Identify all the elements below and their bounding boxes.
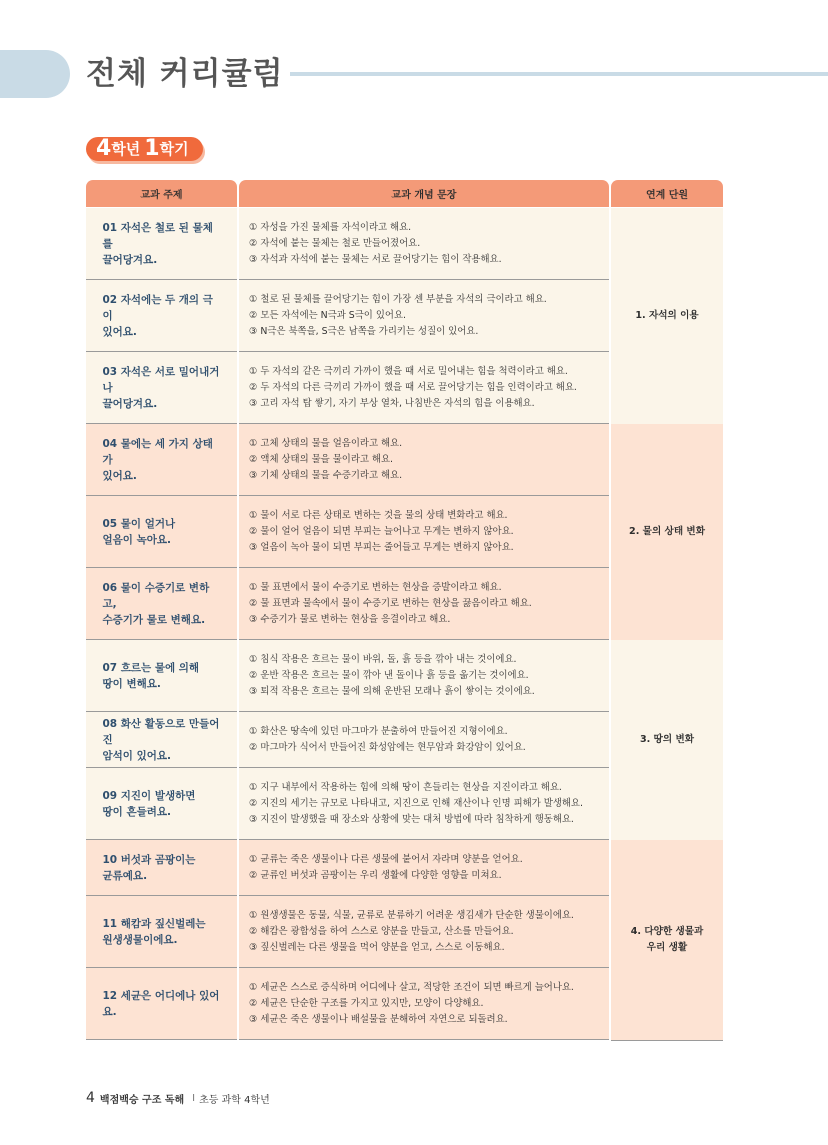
concept-sentence: ② 물이 얼어 얼음이 되면 부피는 늘어나고 무게는 변하지 않아요. bbox=[249, 525, 514, 537]
linked-unit-label: 4. 다양한 생물과 우리 생활 bbox=[630, 926, 704, 953]
topic-text: 11 해캄과 짚신벌레는 원생생물이에요. bbox=[102, 917, 206, 946]
topic-cell bbox=[86, 712, 237, 768]
page-title: 전체 커리큘럼 bbox=[86, 56, 284, 92]
linked-unit-label: 3. 땅의 변화 bbox=[639, 734, 695, 745]
concept-sentence: ① 세균은 스스로 증식하며 어디에나 살고, 적당한 조건이 되면 빠르게 늘어나요. bbox=[249, 981, 574, 993]
topic-text: 06 물이 수증기로 변하고, 수증기가 물로 변해요. bbox=[102, 581, 210, 626]
table-row bbox=[86, 768, 609, 840]
topic-cell bbox=[86, 840, 237, 896]
concept-sentence: ③ 세균은 죽은 생물이나 배설물을 분해하여 자연으로 되돌려요. bbox=[249, 1013, 508, 1025]
sentence-list bbox=[249, 364, 577, 412]
concept-sentence: ③ 고리 자석 탑 쌓기, 자기 부상 열차, 나침반은 자석의 힘을 이용해요. bbox=[249, 397, 535, 409]
topic-text: 03 자석은 서로 밀어내거나 끌어당겨요. bbox=[102, 365, 220, 410]
concept-sentence: ② 지진의 세기는 규모로 나타내고, 지진으로 인해 재산이나 인명 피해가 발생해요. bbox=[249, 797, 583, 809]
concept-sentence: ② 마그마가 식어서 만들어진 화성암에는 현무암과 화강암이 있어요. bbox=[249, 741, 526, 753]
topic-text: 07 흐르는 물에 의해 땅이 변해요. bbox=[102, 661, 200, 690]
sentence-list bbox=[249, 436, 402, 484]
concept-sentence: ② 두 자석의 다른 극끼리 가까이 했을 때 서로 끌어당기는 힘을 인력이라고 해요. bbox=[249, 381, 577, 393]
concept-sentence: ② 균류인 버섯과 곰팡이는 우리 생활에 다양한 영향을 미쳐요. bbox=[249, 869, 502, 881]
topic-text: 09 지진이 발생하면 땅이 흔들려요. bbox=[102, 789, 196, 818]
table-row bbox=[86, 968, 609, 1040]
topic-cell bbox=[86, 208, 237, 280]
sentence-cell bbox=[239, 280, 609, 352]
header-topic: 교과 주제 bbox=[86, 180, 237, 207]
concept-sentence: ③ 얼음이 녹아 물이 되면 부피는 줄어들고 무게는 변하지 않아요. bbox=[249, 541, 514, 553]
sentence-list bbox=[249, 724, 526, 756]
table-row bbox=[86, 712, 609, 768]
table-row bbox=[86, 352, 609, 424]
concept-sentence: ① 침식 작용은 흐르는 물이 바위, 돌, 흙 등을 깎아 내는 것이에요. bbox=[249, 653, 517, 665]
sentence-cell bbox=[239, 840, 609, 896]
concept-sentence: ② 물 표면과 물속에서 물이 수증기로 변하는 현상을 끓음이라고 해요. bbox=[249, 597, 532, 609]
table-row bbox=[86, 280, 609, 352]
sentence-list bbox=[249, 780, 583, 828]
concept-sentence: ② 액체 상태의 물을 물이라고 해요. bbox=[249, 453, 394, 465]
topic-cell bbox=[86, 768, 237, 840]
topic-cell bbox=[86, 568, 237, 640]
topic-text: 10 버섯과 곰팡이는 균류예요. bbox=[102, 853, 196, 882]
linked-unit-cell bbox=[611, 424, 723, 641]
sentence-cell bbox=[239, 968, 609, 1040]
header-sentence: 교과 개념 문장 bbox=[239, 180, 609, 207]
concept-sentence: ③ 수증기가 물로 변하는 현상을 응결이라고 해요. bbox=[249, 613, 451, 625]
sentence-cell bbox=[239, 496, 609, 568]
title-tab-decoration bbox=[0, 50, 70, 98]
sentence-cell bbox=[239, 208, 609, 280]
sentence-list bbox=[249, 852, 523, 884]
term-number: 1 bbox=[144, 136, 160, 161]
sentence-list bbox=[249, 908, 574, 956]
topic-text: 02 자석에는 두 개의 극이 있어요. bbox=[102, 293, 213, 338]
table-row bbox=[86, 496, 609, 568]
linked-unit-cell bbox=[611, 840, 723, 1041]
linked-unit-cell bbox=[611, 640, 723, 841]
grade-number: 4 bbox=[96, 136, 112, 161]
table-row bbox=[86, 896, 609, 968]
sentence-cell bbox=[239, 352, 609, 424]
concept-sentence: ③ N극은 북쪽을, S극은 남쪽을 가리키는 성질이 있어요. bbox=[249, 325, 479, 337]
sentence-list bbox=[249, 220, 502, 268]
topic-text: 12 세균은 어디에나 있어요. bbox=[102, 989, 220, 1018]
header-unit: 연계 단원 bbox=[611, 180, 723, 207]
concept-sentence: ① 두 자석의 같은 극끼리 가까이 했을 때 서로 밀어내는 힘을 척력이라고 해요. bbox=[249, 365, 568, 377]
topic-cell bbox=[86, 496, 237, 568]
sentence-list bbox=[249, 980, 574, 1028]
concept-sentence: ① 화산은 땅속에 있던 마그마가 분출하여 만들어진 지형이에요. bbox=[249, 725, 508, 737]
table-row bbox=[86, 840, 609, 896]
grade-word: 학년 bbox=[111, 140, 141, 158]
title-divider bbox=[290, 72, 828, 76]
concept-sentence: ① 물 표면에서 물이 수증기로 변하는 현상을 증발이라고 해요. bbox=[249, 581, 502, 593]
topic-cell bbox=[86, 640, 237, 712]
concept-sentence: ② 해캄은 광합성을 하여 스스로 양분을 만들고, 산소를 만들어요. bbox=[249, 925, 514, 937]
topic-cell bbox=[86, 352, 237, 424]
topic-text: 08 화산 활동으로 만들어진 암석이 있어요. bbox=[102, 717, 220, 762]
concept-sentence: ① 지구 내부에서 작용하는 힘에 의해 땅이 흔들리는 현상을 지진이라고 해요. bbox=[249, 781, 562, 793]
sentence-cell bbox=[239, 712, 609, 768]
concept-sentence: ② 모든 자석에는 N극과 S극이 있어요. bbox=[249, 309, 406, 321]
concept-sentence: ② 세균은 단순한 구조를 가지고 있지만, 모양이 다양해요. bbox=[249, 997, 484, 1009]
term-word: 학기 bbox=[159, 140, 189, 158]
table-row bbox=[86, 208, 609, 280]
concept-sentence: ② 운반 작용은 흐르는 물이 깎아 낸 돌이나 흙 등을 옮기는 것이에요. bbox=[249, 669, 529, 681]
sentence-cell bbox=[239, 896, 609, 968]
sentence-list bbox=[249, 508, 514, 556]
page-number: 4 bbox=[86, 1090, 95, 1106]
topic-text: 05 물이 얼거나 얼음이 녹아요. bbox=[102, 517, 176, 546]
concept-sentence: ① 물이 서로 다른 상태로 변하는 것을 물의 상태 변화라고 해요. bbox=[249, 509, 508, 521]
sentence-list bbox=[249, 292, 547, 340]
concept-sentence: ③ 기체 상태의 물을 수증기라고 해요. bbox=[249, 469, 403, 481]
table-row bbox=[86, 568, 609, 640]
concept-sentence: ① 고체 상태의 물을 얼음이라고 해요. bbox=[249, 437, 403, 449]
concept-sentence: ③ 지진이 발생했을 때 장소와 상황에 맞는 대처 방법에 따라 침착하게 행동해요. bbox=[249, 813, 574, 825]
subject-label: 초등 과학 4학년 bbox=[199, 1094, 270, 1106]
sentence-list bbox=[249, 652, 535, 700]
topic-text: 01 자석은 철로 된 물체를 끌어당겨요. bbox=[102, 221, 213, 266]
linked-unit-label: 1. 자석의 이용 bbox=[635, 310, 699, 321]
topic-text: 04 물에는 세 가지 상태가 있어요. bbox=[102, 437, 213, 482]
sentence-cell bbox=[239, 768, 609, 840]
concept-sentence: ① 철로 된 물체를 끌어당기는 힘이 가장 센 부분을 자석의 극이라고 해요. bbox=[249, 293, 547, 305]
topic-cell bbox=[86, 424, 237, 496]
sentence-cell bbox=[239, 424, 609, 496]
linked-unit-cell bbox=[611, 208, 723, 425]
topic-cell bbox=[86, 968, 237, 1040]
table-row bbox=[86, 640, 609, 712]
concept-sentence: ② 자석에 붙는 물체는 철로 만들어졌어요. bbox=[249, 237, 421, 249]
footer-separator: I bbox=[192, 1092, 196, 1104]
concept-sentence: ① 균류는 죽은 생물이나 다른 생물에 붙어서 자라며 양분을 얻어요. bbox=[249, 853, 523, 865]
topic-cell bbox=[86, 280, 237, 352]
grade-term-badge bbox=[86, 137, 203, 161]
sentence-cell bbox=[239, 568, 609, 640]
topic-cell bbox=[86, 896, 237, 968]
linked-unit-label: 2. 물의 상태 변화 bbox=[629, 526, 705, 537]
book-title: 백점백승 구조 독해 bbox=[99, 1094, 185, 1106]
concept-sentence: ③ 자석과 자석에 붙는 물체는 서로 끌어당기는 힘이 작용해요. bbox=[249, 253, 502, 265]
sentence-cell bbox=[239, 640, 609, 712]
concept-sentence: ① 자성을 가진 물체를 자석이라고 해요. bbox=[249, 221, 412, 233]
sentence-list bbox=[249, 580, 532, 628]
concept-sentence: ③ 퇴적 작용은 흐르는 물에 의해 운반된 모래나 흙이 쌓이는 것이에요. bbox=[249, 685, 535, 697]
concept-sentence: ① 원생생물은 동물, 식물, 균류로 분류하기 어려운 생김새가 단순한 생물이에요. bbox=[249, 909, 574, 921]
concept-sentence: ③ 짚신벌레는 다른 생물을 먹어 양분을 얻고, 스스로 이동해요. bbox=[249, 941, 505, 953]
page-footer bbox=[86, 1090, 270, 1106]
table-row bbox=[86, 424, 609, 496]
